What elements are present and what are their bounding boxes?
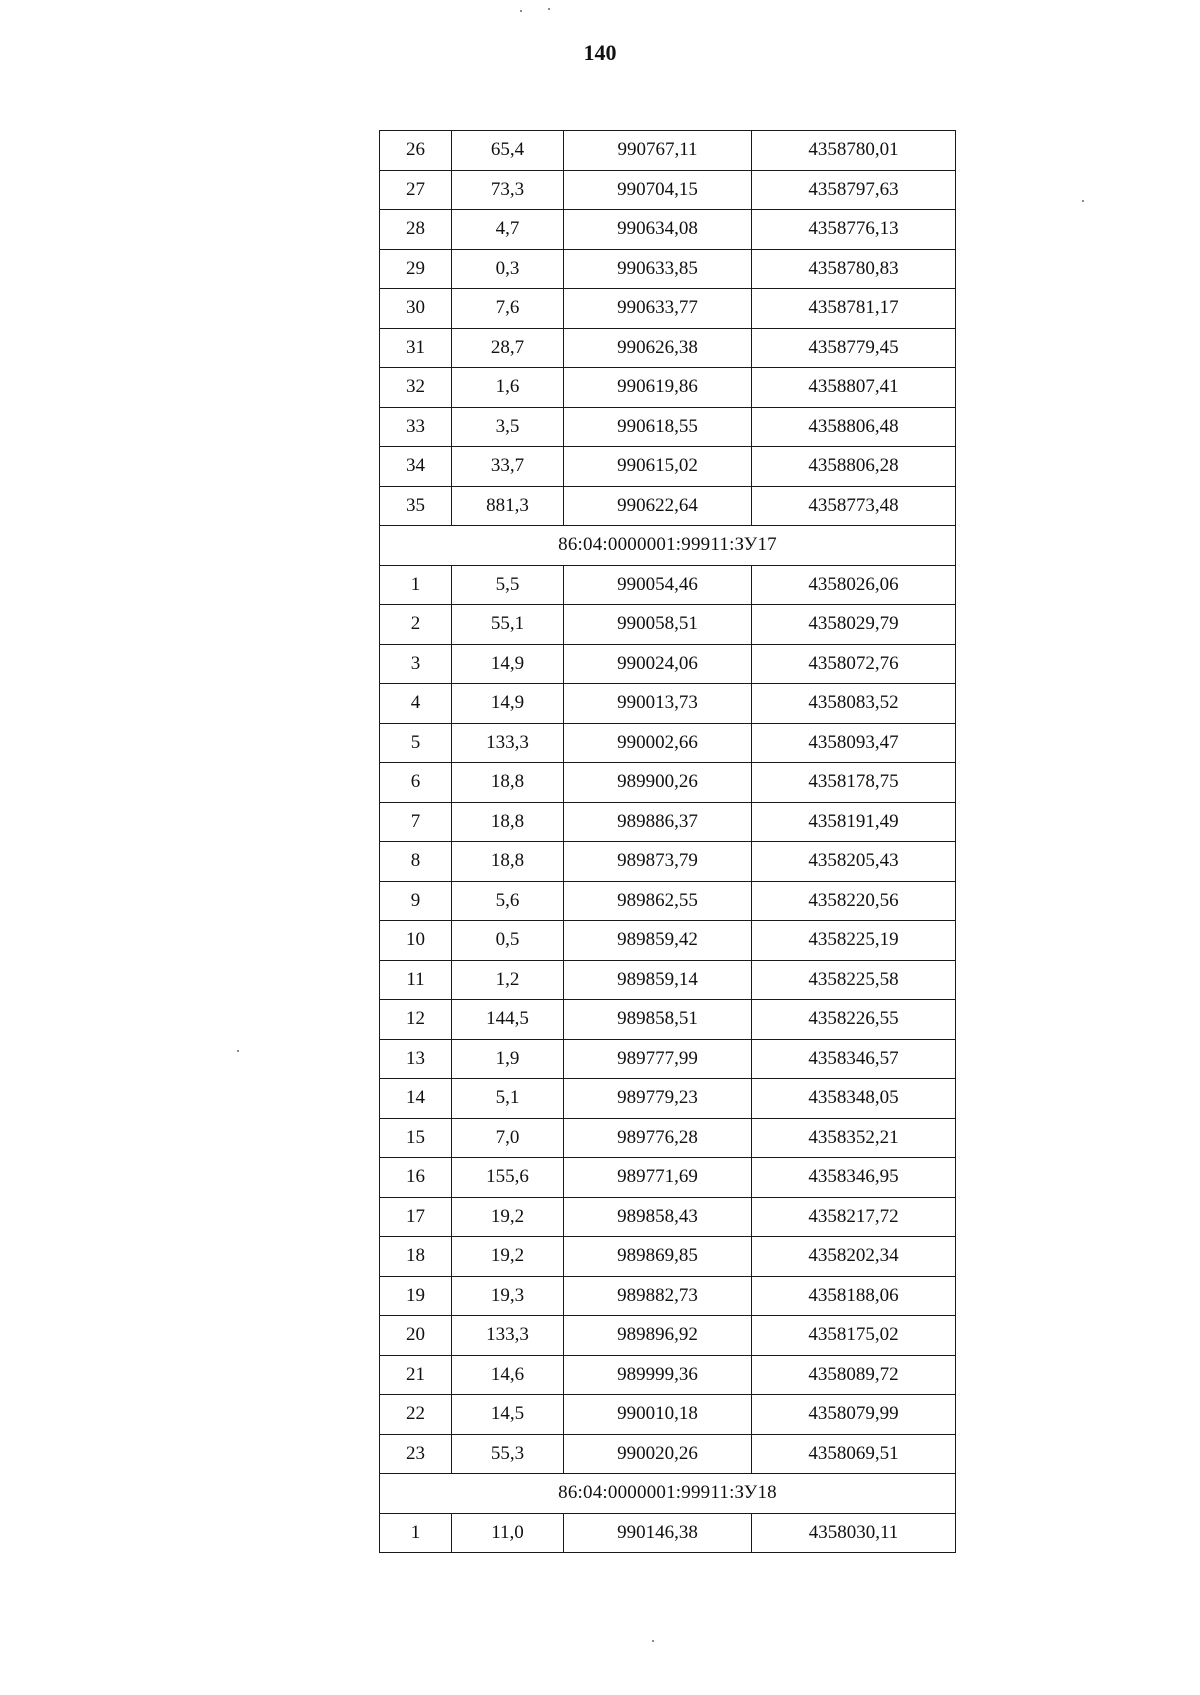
table-row <box>380 447 956 487</box>
segment-length: 1,9 <box>452 1039 564 1079</box>
coordinate-x: 990013,73 <box>564 684 752 724</box>
coordinate-x: 990054,46 <box>564 565 752 605</box>
coordinate-x: 989862,55 <box>564 881 752 921</box>
point-number: 19 <box>380 1276 452 1316</box>
coordinate-x: 990010,18 <box>564 1395 752 1435</box>
segment-length: 19,2 <box>452 1197 564 1237</box>
segment-length: 4,7 <box>452 210 564 250</box>
segment-length: 19,3 <box>452 1276 564 1316</box>
point-number: 8 <box>380 842 452 882</box>
point-number: 29 <box>380 249 452 289</box>
point-number: 31 <box>380 328 452 368</box>
segment-length: 19,2 <box>452 1237 564 1277</box>
point-number: 1 <box>380 1513 452 1553</box>
coordinate-y: 4358191,49 <box>752 802 956 842</box>
segment-length: 18,8 <box>452 802 564 842</box>
table-row <box>380 328 956 368</box>
coordinate-x: 989886,37 <box>564 802 752 842</box>
point-number: 20 <box>380 1316 452 1356</box>
coordinate-y: 4358780,83 <box>752 249 956 289</box>
coordinate-x: 990020,26 <box>564 1434 752 1474</box>
coordinate-y: 4358225,19 <box>752 921 956 961</box>
point-number: 1 <box>380 565 452 605</box>
point-number: 30 <box>380 289 452 329</box>
segment-length: 144,5 <box>452 1000 564 1040</box>
coordinate-y: 4358093,47 <box>752 723 956 763</box>
segment-length: 73,3 <box>452 170 564 210</box>
table-row <box>380 644 956 684</box>
segment-length: 7,0 <box>452 1118 564 1158</box>
segment-length: 28,7 <box>452 328 564 368</box>
coordinate-x: 990618,55 <box>564 407 752 447</box>
coordinate-x: 990704,15 <box>564 170 752 210</box>
point-number: 4 <box>380 684 452 724</box>
coordinate-x: 989777,99 <box>564 1039 752 1079</box>
coordinate-x: 989858,43 <box>564 1197 752 1237</box>
table-row <box>380 842 956 882</box>
coordinate-y: 4358069,51 <box>752 1434 956 1474</box>
scan-speck <box>1082 200 1084 202</box>
point-number: 34 <box>380 447 452 487</box>
coordinate-x: 989900,26 <box>564 763 752 803</box>
table-row <box>380 170 956 210</box>
coordinate-x: 989896,92 <box>564 1316 752 1356</box>
point-number: 9 <box>380 881 452 921</box>
coordinate-x: 989882,73 <box>564 1276 752 1316</box>
table-row <box>380 1513 956 1553</box>
coordinate-y: 4358781,17 <box>752 289 956 329</box>
table-row <box>380 1039 956 1079</box>
table-row <box>380 1000 956 1040</box>
coordinate-y: 4358178,75 <box>752 763 956 803</box>
table-row <box>380 1158 956 1198</box>
point-number: 13 <box>380 1039 452 1079</box>
coordinate-y: 4358807,41 <box>752 368 956 408</box>
table-row <box>380 1276 956 1316</box>
table-row <box>380 1395 956 1435</box>
coordinate-y: 4358352,21 <box>752 1118 956 1158</box>
table-row <box>380 723 956 763</box>
scan-speck <box>520 10 522 12</box>
coordinate-y: 4358226,55 <box>752 1000 956 1040</box>
table-row <box>380 921 956 961</box>
table-row <box>380 210 956 250</box>
segment-length: 881,3 <box>452 486 564 526</box>
table-row <box>380 1316 956 1356</box>
table-row <box>380 960 956 1000</box>
point-number: 32 <box>380 368 452 408</box>
segment-length: 14,6 <box>452 1355 564 1395</box>
coordinate-y: 4358225,58 <box>752 960 956 1000</box>
segment-length: 55,3 <box>452 1434 564 1474</box>
coordinate-x: 990633,77 <box>564 289 752 329</box>
point-number: 11 <box>380 960 452 1000</box>
table-row <box>380 684 956 724</box>
page-number: 140 <box>583 40 617 65</box>
point-number: 26 <box>380 131 452 171</box>
scan-speck <box>652 1640 654 1642</box>
point-number: 14 <box>380 1079 452 1119</box>
segment-length: 14,9 <box>452 684 564 724</box>
coordinate-x: 989859,42 <box>564 921 752 961</box>
coordinate-x: 989776,28 <box>564 1118 752 1158</box>
coordinate-x: 990002,66 <box>564 723 752 763</box>
coordinate-y: 4358205,43 <box>752 842 956 882</box>
coordinate-y: 4358072,76 <box>752 644 956 684</box>
coordinate-y: 4358776,13 <box>752 210 956 250</box>
table-row <box>380 1118 956 1158</box>
point-number: 33 <box>380 407 452 447</box>
segment-length: 7,6 <box>452 289 564 329</box>
coordinate-y: 4358089,72 <box>752 1355 956 1395</box>
segment-length: 14,5 <box>452 1395 564 1435</box>
coordinate-x: 990615,02 <box>564 447 752 487</box>
table-row <box>380 565 956 605</box>
point-number: 3 <box>380 644 452 684</box>
coordinate-x: 989858,51 <box>564 1000 752 1040</box>
table-row <box>380 289 956 329</box>
segment-length: 133,3 <box>452 1316 564 1356</box>
point-number: 18 <box>380 1237 452 1277</box>
coordinate-y: 4358188,06 <box>752 1276 956 1316</box>
table-row <box>380 131 956 171</box>
coordinate-y: 4358083,52 <box>752 684 956 724</box>
table-row <box>380 486 956 526</box>
segment-length: 133,3 <box>452 723 564 763</box>
coordinate-y: 4358217,72 <box>752 1197 956 1237</box>
scan-speck <box>237 1050 239 1052</box>
coordinate-y: 4358806,28 <box>752 447 956 487</box>
table-row <box>380 1237 956 1277</box>
table-row <box>380 763 956 803</box>
section-header-row <box>380 526 956 566</box>
point-number: 2 <box>380 605 452 645</box>
table-row <box>380 605 956 645</box>
coordinate-x: 989859,14 <box>564 960 752 1000</box>
coordinate-x: 989873,79 <box>564 842 752 882</box>
coordinate-y: 4358202,34 <box>752 1237 956 1277</box>
point-number: 12 <box>380 1000 452 1040</box>
point-number: 28 <box>380 210 452 250</box>
scan-speck <box>548 8 550 10</box>
segment-length: 5,1 <box>452 1079 564 1119</box>
segment-length: 1,6 <box>452 368 564 408</box>
segment-length: 5,6 <box>452 881 564 921</box>
point-number: 23 <box>380 1434 452 1474</box>
coordinate-y: 4358029,79 <box>752 605 956 645</box>
segment-length: 0,3 <box>452 249 564 289</box>
segment-length: 18,8 <box>452 842 564 882</box>
coordinate-x: 990058,51 <box>564 605 752 645</box>
coordinate-x: 990634,08 <box>564 210 752 250</box>
point-number: 6 <box>380 763 452 803</box>
coordinate-y: 4358779,45 <box>752 328 956 368</box>
coordinate-y: 4358806,48 <box>752 407 956 447</box>
table-row <box>380 249 956 289</box>
section-header-row <box>380 1474 956 1514</box>
coordinate-y: 4358346,57 <box>752 1039 956 1079</box>
coordinate-x: 990024,06 <box>564 644 752 684</box>
coordinate-y: 4358030,11 <box>752 1513 956 1553</box>
segment-length: 65,4 <box>452 131 564 171</box>
segment-length: 14,9 <box>452 644 564 684</box>
table-row <box>380 802 956 842</box>
coordinate-x: 990622,64 <box>564 486 752 526</box>
point-number: 16 <box>380 1158 452 1198</box>
coordinate-y: 4358348,05 <box>752 1079 956 1119</box>
table-row <box>380 1079 956 1119</box>
segment-length: 0,5 <box>452 921 564 961</box>
point-number: 22 <box>380 1395 452 1435</box>
point-number: 35 <box>380 486 452 526</box>
table-row <box>380 407 956 447</box>
segment-length: 1,2 <box>452 960 564 1000</box>
segment-length: 3,5 <box>452 407 564 447</box>
table-row <box>380 1197 956 1237</box>
point-number: 15 <box>380 1118 452 1158</box>
coordinate-x: 990767,11 <box>564 131 752 171</box>
point-number: 21 <box>380 1355 452 1395</box>
segment-length: 11,0 <box>452 1513 564 1553</box>
coordinate-y: 4358773,48 <box>752 486 956 526</box>
coordinate-x: 989779,23 <box>564 1079 752 1119</box>
point-number: 17 <box>380 1197 452 1237</box>
parcel-id: 86:04:0000001:99911:ЗУ17 <box>380 526 956 566</box>
point-number: 7 <box>380 802 452 842</box>
coordinate-x: 990146,38 <box>564 1513 752 1553</box>
coordinate-x: 990626,38 <box>564 328 752 368</box>
coordinate-y: 4358346,95 <box>752 1158 956 1198</box>
parcel-id: 86:04:0000001:99911:ЗУ18 <box>380 1474 956 1514</box>
table-row <box>380 881 956 921</box>
coordinate-x: 989771,69 <box>564 1158 752 1198</box>
coordinate-x: 990633,85 <box>564 249 752 289</box>
point-number: 27 <box>380 170 452 210</box>
segment-length: 33,7 <box>452 447 564 487</box>
coordinate-y: 4358175,02 <box>752 1316 956 1356</box>
point-number: 5 <box>380 723 452 763</box>
coordinate-x: 989869,85 <box>564 1237 752 1277</box>
coordinate-x: 990619,86 <box>564 368 752 408</box>
table-row <box>380 1434 956 1474</box>
table-row <box>380 1355 956 1395</box>
coordinate-x: 989999,36 <box>564 1355 752 1395</box>
coordinate-y: 4358026,06 <box>752 565 956 605</box>
coordinates-table <box>379 130 956 1553</box>
coordinate-y: 4358780,01 <box>752 131 956 171</box>
coordinate-y: 4358220,56 <box>752 881 956 921</box>
coordinate-y: 4358079,99 <box>752 1395 956 1435</box>
table-row <box>380 368 956 408</box>
point-number: 10 <box>380 921 452 961</box>
segment-length: 155,6 <box>452 1158 564 1198</box>
coordinate-y: 4358797,63 <box>752 170 956 210</box>
segment-length: 55,1 <box>452 605 564 645</box>
segment-length: 18,8 <box>452 763 564 803</box>
segment-length: 5,5 <box>452 565 564 605</box>
